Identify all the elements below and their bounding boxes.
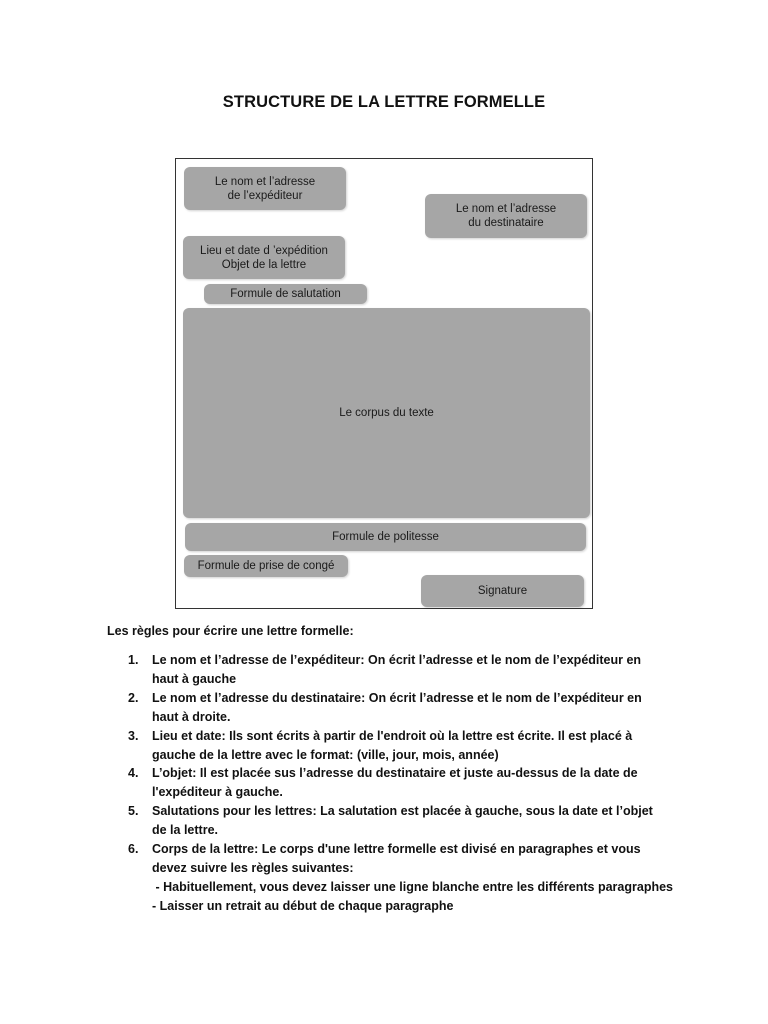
list-number: 4.: [128, 766, 139, 781]
list-number: 2.: [128, 690, 139, 705]
sender-box: Le nom et l’adresse de l’expéditeur: [184, 167, 346, 210]
salutation-box: Formule de salutation: [204, 284, 367, 304]
list-item: [108, 764, 668, 802]
list-item-text: Corps de la lettre: Le corps d'une lettre formelle est divisé en paragraphes et vous devez suivre les règles suivantes:: [152, 842, 641, 875]
sub-rule: - Habituellement, vous devez laisser une ligne blanche entre les différents paragraphes: [152, 879, 673, 894]
place-date-box: Lieu et date d ’expédition Objet de la lettre: [183, 236, 345, 279]
list-item-text: Le nom et l’adresse de l’expéditeur: On écrit l’adresse et le nom de l’expéditeur en haut à gauche: [152, 653, 642, 686]
list-number: 5.: [128, 804, 139, 819]
body-box: Le corpus du texte: [183, 308, 590, 518]
list-item-text: Salutations pour les lettres: La salutation est placée à gauche, sous la date et l’objet de la lettre.: [152, 804, 653, 838]
list-item-text: Lieu et date: Ils sont écrits à partir de l'endroit où la lettre est écrite. Il est placé à gauche de la lettre avec le format: (ville, jour, mois, année): [152, 728, 633, 762]
list-item-text: Le nom et l’adresse du destinataire: On écrit l’adresse et le nom de l’expéditeur en haut à droite.: [152, 690, 642, 724]
politeness-box: Formule de politesse: [185, 523, 586, 551]
list-item: [108, 651, 668, 689]
letter-structure-diagram: [175, 158, 593, 609]
list-item: [108, 689, 668, 727]
sub-rule: - Laisser un retrait au début de chaque paragraphe: [152, 898, 454, 913]
rules-intro: Les règles pour écrire une lettre formelle:: [107, 624, 354, 638]
recipient-box: Le nom et l’adresse du destinataire: [425, 194, 587, 238]
signature-box: Signature: [421, 575, 584, 607]
leave-taking-box: Formule de prise de congé: [184, 555, 348, 577]
list-number: 6.: [128, 842, 139, 857]
list-item: [108, 727, 668, 765]
rules-list: [108, 651, 673, 916]
list-item: [108, 840, 673, 916]
list-item: [108, 802, 668, 840]
list-number: 1.: [128, 653, 139, 667]
list-item-text: L’objet: Il est placée sus l’adresse du destinataire et juste au-dessus de la date de l'expéditeur à gauche.: [152, 766, 638, 800]
list-number: 3.: [128, 728, 139, 743]
page-title: STRUCTURE DE LA LETTRE FORMELLE: [222, 93, 546, 111]
